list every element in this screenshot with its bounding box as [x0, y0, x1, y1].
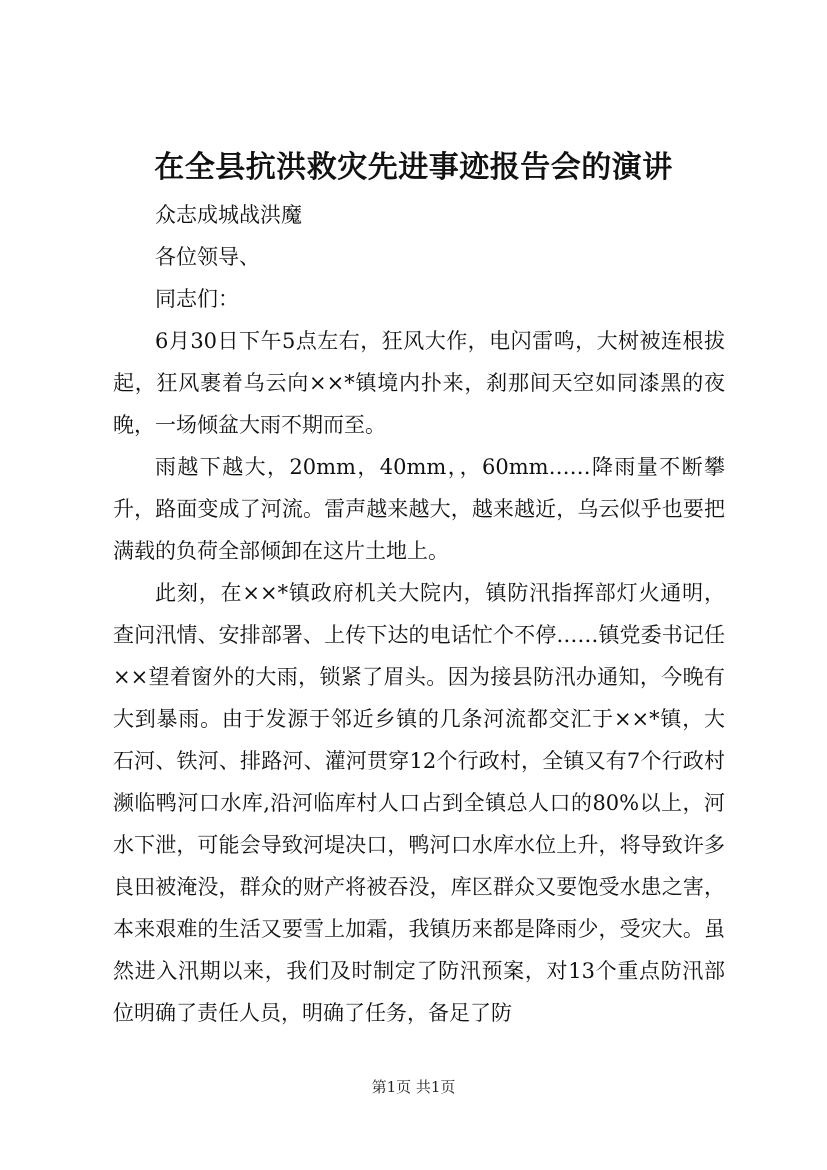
- document-body: [113, 194, 725, 1034]
- body-paragraph: 此刻，在××*镇政府机关大院内，镇防汛指挥部灯火通明，查问汛情、安排部署、上传下达的电话忙个不停……镇党委书记任××望着窗外的大雨，锁紧了眉头。因为接县防汛办通知，今晚有大到暴雨。由于发源于邻近乡镇的几条河流都交汇于××*镇，大石河、铁河、排路河、灌河贯穿12个行政村，全镇又有7个行政村濒临鸭河口水库,沿河临库村人口占到全镇总人口的80%以上，河水下泄，可能会导致河堤决口，鸭河口水库水位上升，将导致许多良田被淹没，群众的财产将被吞没，库区群众又要饱受水患之害，本来艰难的生活又要雪上加霜，我镇历来都是降雨少，受灾大。虽然进入汛期以来，我们及时制定了防汛预案，对13个重点防汛部位明确了责任人员，明确了任务，备足了防: [113, 581, 725, 1025]
- subtitle-line: 众志成城战洪魔: [155, 203, 302, 227]
- salutation-line: 同志们：: [155, 287, 239, 311]
- body-paragraph: 雨越下越大，20mm，40mm，，60mm……降雨量不断攀升，路面变成了河流。雷声越来越大，越来越近，乌云似乎也要把满载的负荷全部倾卸在这片土地上。: [113, 455, 725, 563]
- page-number-footer: 第1页 共1页: [371, 1078, 456, 1096]
- document-title: 在全县抗洪救灾先进事迹报告会的演讲: [154, 150, 673, 185]
- salutation-line: 各位领导、: [155, 245, 260, 269]
- body-paragraph: 6月30日下午5点左右，狂风大作，电闪雷鸣，大树被连根拔起，狂风裹着乌云向××*镇境内扑来，刹那间天空如同漆黑的夜晚，一场倾盆大雨不期而至。: [113, 329, 725, 437]
